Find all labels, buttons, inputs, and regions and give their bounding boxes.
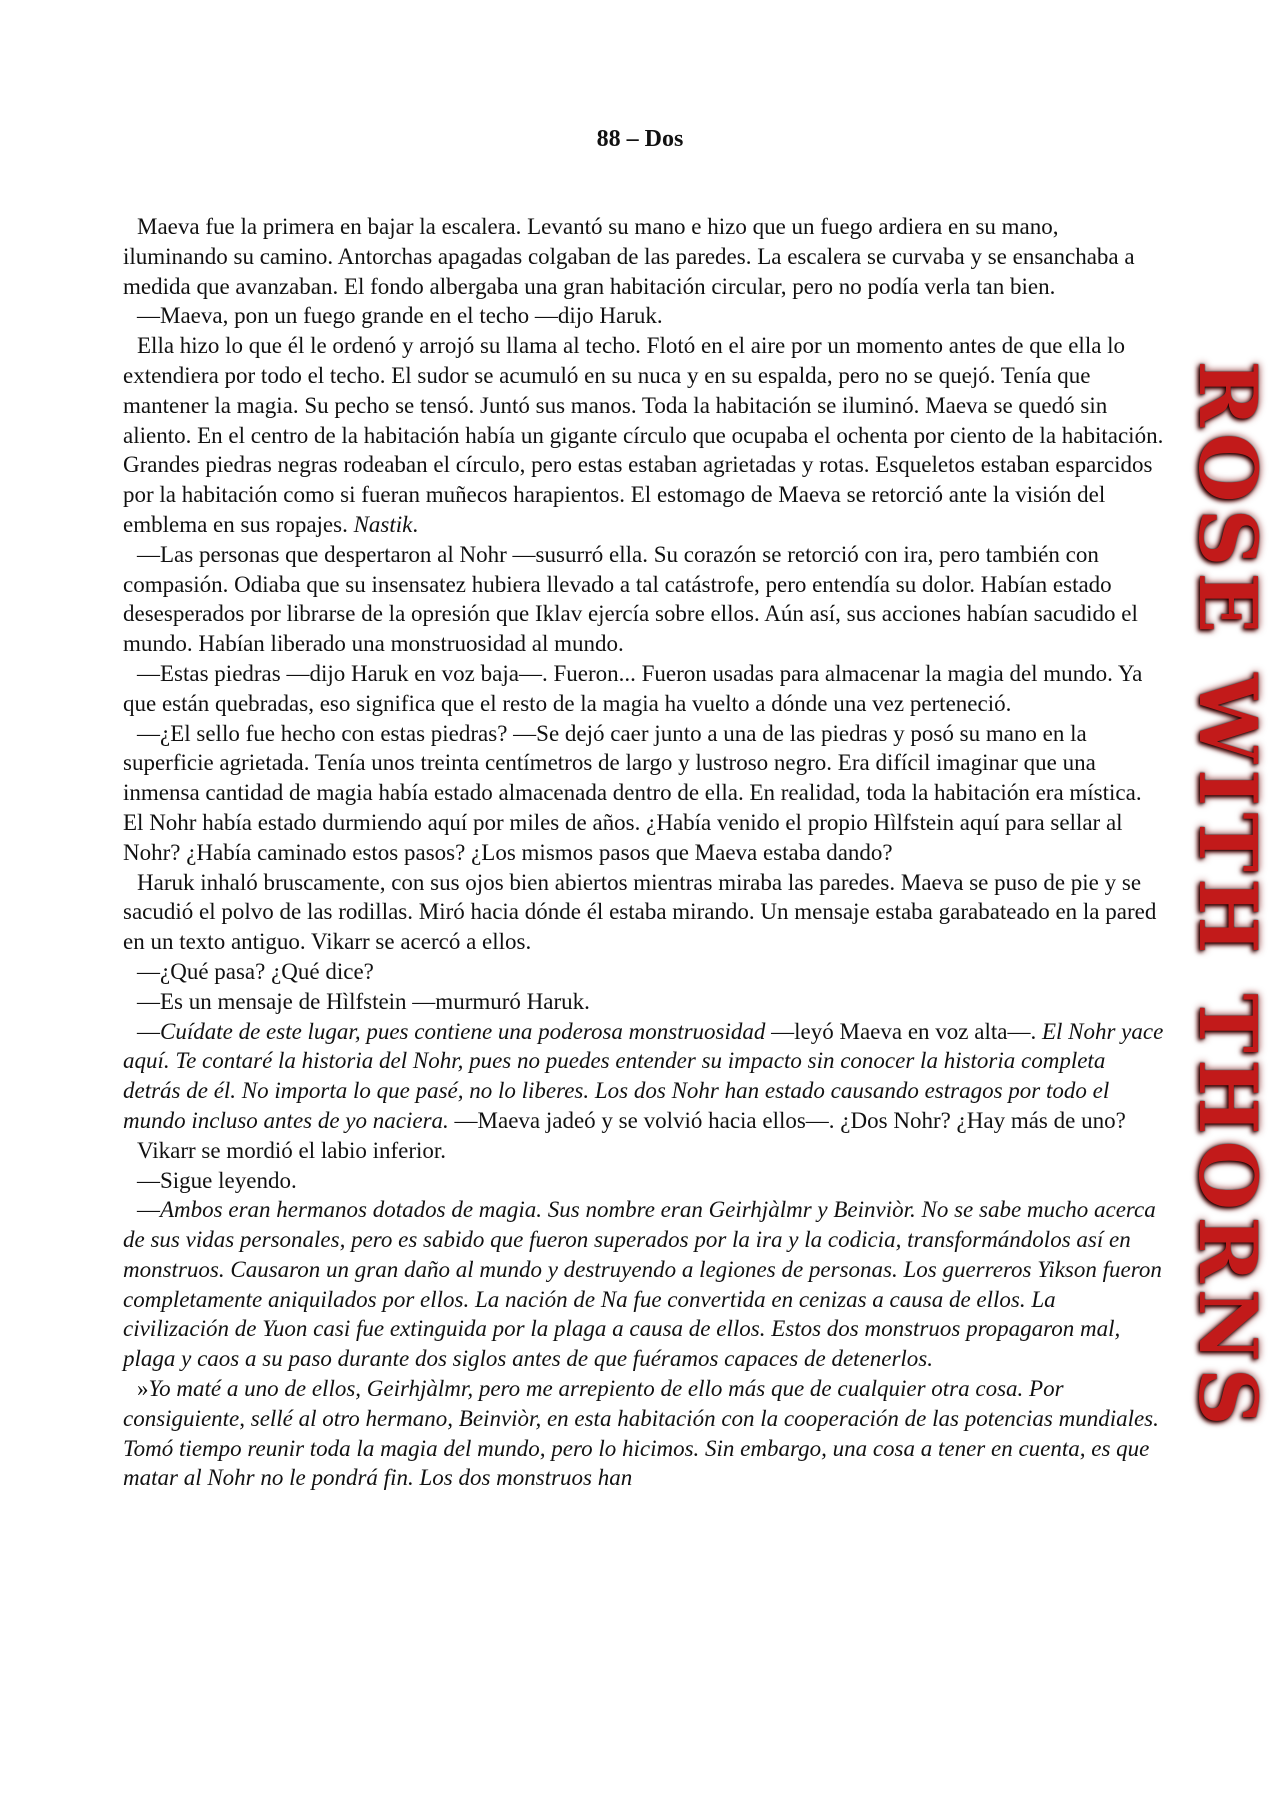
text-run: —¿El sello fue hecho con estas piedras? —Se dejó caer junto a una de las piedras y posó su mano en la superficie agrietada. Tenía unos treinta centímetros de largo y lustroso negro. Era difícil imaginar que una inmensa cantidad de magia había estado almacenada dentro de ella. En realidad, toda la habitación era mística. El Nohr había estado durmiendo aquí por miles de años. ¿Había venido el propio Hìlfstein aquí para sellar al Nohr? ¿Había caminado estos pasos? ¿Los mismos pasos que Maeva estaba dando?	[123, 720, 1142, 865]
text-run: »	[137, 1376, 149, 1402]
paragraph	[123, 659, 1165, 719]
paragraph	[123, 1136, 1165, 1166]
text-run: —Estas piedras —dijo Haruk en voz baja—. Fueron... Fueron usadas para almacenar la magia del mundo. Ya que están quebradas, eso significa que el resto de la magia ha vuelto a dónde una vez perteneció.	[123, 660, 1143, 716]
text-run: —Las personas que despertaron al Nohr —susurró ella. Su corazón se retorció con ira, pero también con compasión. Odiaba que su insensatez hubiera llevado a tal catástrofe, pero entendía su dolor. Habían estado desesperados por librarse de la opresión que Iklav ejercía sobre ellos. Aún así, sus acciones habían sacudido el mundo. Habían liberado una monstruosidad al mundo.	[123, 541, 1138, 657]
text-run: —Es un mensaje de Hìlfstein —murmuró Haruk.	[137, 988, 590, 1014]
text-run: —Maeva jadeó y se volvió hacia ellos—. ¿Dos Nohr? ¿Hay más de uno?	[448, 1107, 1126, 1133]
paragraph	[123, 212, 1165, 301]
chapter-body	[123, 212, 1165, 1493]
italic-run: Cuídate de este lugar, pues contiene una poderosa monstruosidad	[160, 1018, 766, 1044]
watermark-text: ROSE WITH THORNS	[1181, 360, 1275, 1432]
italic-run: El Nohr yace aquí. Te contaré la historia del Nohr, pues no puedes entender su impacto sin conocer la historia completa detrás de él. No importa lo que pasé, no lo liberes. Los dos Nohr han estado causando estragos por todo el mundo incluso antes de yo naciera.	[123, 1018, 1164, 1133]
paragraph	[123, 987, 1165, 1017]
watermark-logo	[1178, 360, 1278, 1432]
paragraph	[123, 1017, 1165, 1136]
paragraph	[123, 301, 1165, 331]
text-run: —Maeva, pon un fuego grande en el techo —dijo Haruk.	[137, 303, 663, 329]
italic-run: Ambos eran hermanos dotados de magia. Sus nombre eran Geirhjàlmr y Beinviòr. No se sabe mucho acerca de sus vidas personales, pero es sabido que fueron superados por la ira y la codicia, transformándolos así en monstruos. Causaron un gran daño al mundo y destruyendo a legiones de personas. Los guerreros Yikson fueron completamente aniquilados por ellos. La nación de Na fue convertida en cenizas a causa de ellos. La civilización de Yuon casi fue extinguida por la plaga a causa de ellos. Estos dos monstruos propagaron mal, plaga y caos a su paso durante dos siglos antes de que fuéramos capaces de detenerlos.	[123, 1197, 1162, 1372]
text-run: —	[137, 1197, 160, 1223]
paragraph	[123, 540, 1165, 659]
text-run: Vikarr se mordió el labio inferior.	[137, 1137, 447, 1163]
paragraph	[123, 1166, 1165, 1196]
text-run: Haruk inhaló bruscamente, con sus ojos bien abiertos mientras miraba las paredes. Maeva se puso de pie y se sacudió el polvo de las rodillas. Miró hacia dónde él estaba mirando. Un mensaje estaba garabateado en la pared en un texto antiguo. Vikarr se acercó a ellos.	[123, 869, 1157, 955]
italic-run: Yo maté a uno de ellos, Geirhjàlmr, pero me arrepiento de ello más que de cualquier otra cosa. Por consiguiente, sellé al otro hermano, Beinviòr, en esta habitación con la cooperación de las potencias mundiales. Tomó tiempo reunir toda la magia del mundo, pero lo hicimos. Sin embargo, una cosa a tener en cuenta, es que matar al Nohr no le pondrá fin. Los dos monstruos han	[123, 1376, 1159, 1491]
paragraph	[123, 868, 1165, 957]
text-run: —¿Qué pasa? ¿Qué dice?	[137, 958, 374, 984]
paragraph	[123, 331, 1165, 540]
text-run: —Sigue leyendo.	[137, 1167, 297, 1193]
italic-run: Nastik	[353, 511, 413, 537]
text-run: —leyó Maeva en voz alta—.	[765, 1018, 1042, 1044]
page-header: 88 – Dos	[596, 126, 684, 152]
text-run: —	[137, 1018, 160, 1044]
paragraph	[123, 1195, 1165, 1374]
paragraph	[123, 957, 1165, 987]
text-run: .	[412, 511, 419, 537]
text-run: Ella hizo lo que él le ordenó y arrojó su llama al techo. Flotó en el aire por un momento antes de que ella lo extendiera por todo el techo. El sudor se acumuló en su nuca y en su espalda, pero no se quejó. Tenía que mantener la magia. Su pecho se tensó. Juntó sus manos. Toda la habitación se iluminó. Maeva se quedó sin aliento. En el centro de la habitación había un gigante círculo que ocupaba el ochenta por ciento de la habitación. Grandes piedras negras rodeaban el círculo, pero estas estaban agrietadas y rotas. Esqueletos estaban esparcidos por la habitación como si fueran muñecos harapientos. El estomago de Maeva se retorció ante la visión del emblema en sus ropajes.	[123, 333, 1164, 537]
text-run: Maeva fue la primera en bajar la escalera. Levantó su mano e hizo que un fuego ardiera en su mano, iluminando su camino. Antorchas apagadas colgaban de las paredes. La escalera se curvaba y se ensanchaba a medida que avanzaban. El fondo albergaba una gran habitación circular, pero no podía verla tan bien.	[123, 214, 1135, 299]
paragraph	[123, 1374, 1165, 1493]
paragraph	[123, 719, 1165, 868]
